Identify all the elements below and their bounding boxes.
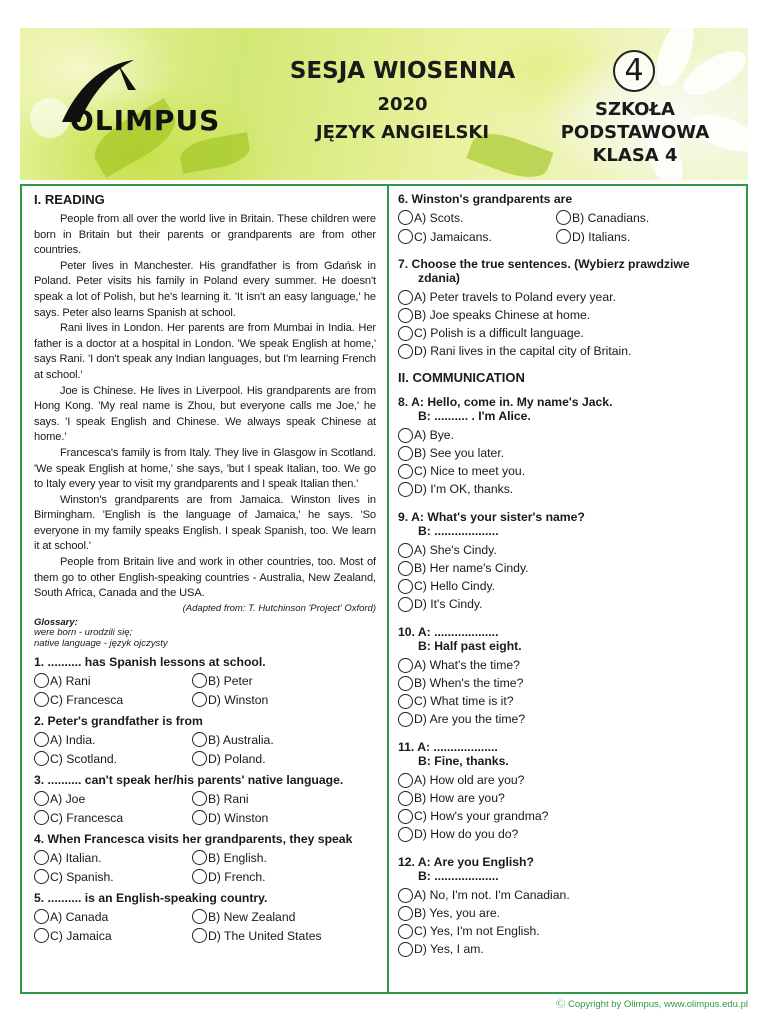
option-label: B) Joe speaks Chinese at home. [414, 308, 591, 322]
question-text: 1. .......... has Spanish lessons at school. [34, 655, 266, 670]
option-label: B) Australia. [208, 732, 274, 747]
school-line: PODSTAWOWA [560, 122, 710, 143]
answer-option[interactable] [398, 771, 738, 789]
answer-option[interactable] [34, 691, 192, 708]
answer-option[interactable] [398, 288, 738, 306]
option-label: C) Nice to meet you. [414, 464, 526, 478]
answer-option[interactable] [398, 228, 556, 245]
answer-option[interactable] [398, 789, 738, 807]
radio-circle-icon[interactable] [192, 791, 207, 806]
question-text: 10. A: ................... [398, 625, 499, 639]
answer-option[interactable] [398, 342, 738, 360]
option-label: D) French. [208, 869, 266, 884]
answer-option[interactable] [192, 927, 362, 944]
question-text: 3. .......... can't speak her/his parents' native language. [34, 773, 344, 788]
radio-circle-icon[interactable] [192, 751, 207, 766]
question-text-continued: B: .......... . I'm Alice. [418, 409, 531, 423]
option-label: A) What's the time? [414, 658, 520, 672]
option-label: D) Winston [208, 692, 269, 707]
option-label: A) Bye. [414, 428, 454, 442]
answer-option[interactable] [192, 750, 362, 767]
radio-circle-icon[interactable] [398, 694, 413, 709]
answer-option[interactable] [398, 209, 556, 226]
answer-option[interactable] [398, 324, 738, 342]
radio-circle-icon[interactable] [192, 928, 207, 943]
answer-option[interactable] [398, 595, 738, 613]
answer-option[interactable] [34, 927, 192, 944]
option-label: B) See you later. [414, 446, 505, 460]
answer-option[interactable] [398, 886, 738, 904]
answer-option[interactable] [34, 750, 192, 767]
option-label: B) Peter [208, 673, 253, 688]
question-9 [398, 510, 738, 613]
option-label: D) How do you do? [414, 827, 519, 841]
option-label: A) Scots. [414, 210, 464, 225]
answer-option[interactable] [398, 710, 738, 728]
question-text: 5. .......... is an English-speaking country. [34, 891, 268, 906]
answer-option[interactable] [192, 691, 362, 708]
radio-circle-icon[interactable] [34, 810, 49, 825]
question-text-continued: B: Fine, thanks. [418, 754, 509, 768]
answer-option[interactable] [398, 922, 738, 940]
answer-option[interactable] [192, 868, 362, 885]
option-label: D) Winston [208, 810, 269, 825]
answer-option[interactable] [34, 908, 192, 925]
option-label: D) Italians. [572, 229, 631, 244]
radio-circle-icon[interactable] [192, 673, 207, 688]
radio-circle-icon[interactable] [34, 909, 49, 924]
question-text: 4. When Francesca visits her grandparents, they speak [34, 832, 353, 847]
radio-circle-icon[interactable] [398, 428, 413, 443]
answer-option[interactable] [398, 940, 738, 958]
school-level [530, 98, 740, 167]
reading-paragraph: Rani lives in London. Her parents are from Mumbai in India. Her father is a doctor at a hospital in London. 'We speak English at home,' says Rani. 'I don't speak any Indian languages, but I'm learning French at school.' [34, 322, 376, 381]
option-label: C) Yes, I'm not English. [414, 924, 540, 938]
answer-option[interactable] [34, 672, 192, 689]
radio-circle-icon[interactable] [556, 229, 571, 244]
question-5 [34, 891, 376, 944]
test-frame [20, 184, 748, 994]
answer-option[interactable] [34, 790, 192, 807]
answer-option[interactable] [398, 426, 738, 444]
reading-paragraph: Francesca's family is from Italy. They live in Glasgow in Scotland. 'We speak English at home,' she says, 'but I speak Italian, too. We go to Italy every year to visit my grandparents and I speak Italian then.' [34, 446, 376, 491]
reading-paragraph: People from Britain live and work in other countries, too. Most of them go to other English-speaking countries - Australia, New Zealand, South Africa, Canada and the USA. [34, 556, 376, 600]
answer-option[interactable] [398, 904, 738, 922]
option-label: A) How old are you? [414, 773, 525, 787]
question-text: 7. Choose the true sentences. (Wybierz prawdziwe [398, 257, 690, 271]
question-1 [34, 655, 376, 708]
answer-option[interactable] [34, 868, 192, 885]
school-line: SZKOŁA [595, 99, 675, 120]
answer-option[interactable] [398, 656, 738, 674]
radio-circle-icon[interactable] [192, 869, 207, 884]
option-label: C) Francesca [50, 810, 124, 825]
radio-circle-icon[interactable] [398, 464, 413, 479]
option-label: C) What time is it? [414, 694, 514, 708]
answer-option[interactable] [398, 825, 738, 843]
option-label: B) Canadians. [572, 210, 650, 225]
question-11 [398, 740, 738, 843]
glossary-item: native language - język ojczysty [34, 637, 168, 649]
option-label: C) Spanish. [50, 869, 114, 884]
option-label: C) Jamaica [50, 928, 112, 943]
question-text: 11. A: ................... [398, 740, 498, 754]
radio-circle-icon[interactable] [398, 326, 413, 341]
radio-circle-icon[interactable] [34, 791, 49, 806]
option-label: C) Polish is a difficult language. [414, 326, 584, 340]
column-divider [387, 186, 389, 992]
reading-paragraph: People from all over the world live in Britain. These children were born in Britain but their parents or grandparents are from other countries. [34, 213, 376, 257]
radio-circle-icon[interactable] [556, 210, 571, 225]
option-label: B) New Zealand [208, 909, 296, 924]
question-2 [34, 714, 376, 767]
question-text-continued: zdania) [418, 271, 460, 285]
answer-option[interactable] [398, 577, 738, 595]
question-text: 6. Winston's grandparents are [398, 192, 573, 206]
option-label: A) Canada [50, 909, 109, 924]
answer-option[interactable] [398, 674, 738, 692]
answer-option[interactable] [192, 672, 362, 689]
answer-option[interactable] [398, 480, 738, 498]
option-label: A) She's Cindy. [414, 543, 497, 557]
radio-circle-icon[interactable] [398, 888, 413, 903]
option-label: A) No, I'm not. I'm Canadian. [414, 888, 570, 902]
answer-option[interactable] [556, 209, 726, 226]
radio-circle-icon[interactable] [398, 924, 413, 939]
radio-circle-icon[interactable] [192, 692, 207, 707]
option-label: A) Peter travels to Poland every year. [414, 290, 616, 304]
option-label: D) Yes, I am. [414, 942, 484, 956]
option-label: D) It's Cindy. [414, 597, 483, 611]
question-text: 2. Peter's grandfather is from [34, 714, 203, 729]
option-label: A) Joe [50, 791, 86, 806]
answer-option[interactable] [192, 908, 362, 925]
radio-circle-icon[interactable] [398, 561, 413, 576]
answer-option[interactable] [34, 849, 192, 866]
answer-option[interactable] [398, 462, 738, 480]
class-line: KLASA 4 [592, 145, 678, 166]
answer-option[interactable] [398, 541, 738, 559]
reading-paragraph: Peter lives in Manchester. His grandfather is from Gdańsk in Poland. Peter visits his family in Poland every summer. He doesn't speak a lot of Polish, but he's learning it. 'It isn't an easy language,' he says. Peter also learns Spanish at school. [34, 259, 376, 319]
option-label: B) Her name's Cindy. [414, 561, 529, 575]
answer-option[interactable] [192, 849, 362, 866]
answer-option[interactable] [398, 306, 738, 324]
radio-circle-icon[interactable] [398, 597, 413, 612]
glossary-item: were born - urodzili się; [34, 627, 133, 639]
radio-circle-icon[interactable] [192, 732, 207, 747]
option-label: B) Rani [208, 791, 249, 806]
radio-circle-icon[interactable] [34, 732, 49, 747]
question-text: 9. A: What's your sister's name? [398, 510, 585, 524]
radio-circle-icon[interactable] [398, 809, 413, 824]
answer-option[interactable] [192, 809, 362, 826]
question-12 [398, 855, 738, 958]
radio-circle-icon[interactable] [398, 942, 413, 957]
option-label: C) Hello Cindy. [414, 579, 496, 593]
question-6 [398, 192, 738, 245]
question-text-continued: B: Half past eight. [418, 639, 522, 653]
reading-text [34, 212, 376, 602]
glossary-title: Glossary: [34, 616, 78, 628]
radio-circle-icon[interactable] [192, 850, 207, 865]
option-label: D) I'm OK, thanks. [414, 482, 514, 496]
radio-circle-icon[interactable] [398, 344, 413, 359]
radio-circle-icon[interactable] [34, 692, 49, 707]
radio-circle-icon[interactable] [398, 543, 413, 558]
option-label: B) When's the time? [414, 676, 524, 690]
option-label: D) Are you the time? [414, 712, 526, 726]
radio-circle-icon[interactable] [398, 210, 413, 225]
answer-option[interactable] [34, 731, 192, 748]
option-label: C) Jamaicans. [414, 229, 492, 244]
radio-circle-icon[interactable] [398, 791, 413, 806]
olimpus-logo [36, 56, 256, 146]
radio-circle-icon[interactable] [398, 579, 413, 594]
logo-text: OLIMPUS [70, 104, 221, 137]
radio-circle-icon[interactable] [192, 810, 207, 825]
question-text: 8. A: Hello, come in. My name's Jack. [398, 395, 613, 409]
reading-paragraph: Joe is Chinese. He lives in Liverpool. His grandparents are from Hong Kong. 'My real name is Zhou, but everyone calls me Joe,' he says. 'I speak English and Chinese. We always speak Chinese at home.' [34, 384, 376, 444]
option-label: D) The United States [208, 928, 322, 943]
answer-option[interactable] [398, 807, 738, 825]
question-7 [398, 257, 738, 360]
option-label: D) Rani lives in the capital city of Britain. [414, 344, 632, 358]
answer-option[interactable] [398, 692, 738, 710]
left-column [34, 192, 376, 944]
radio-circle-icon[interactable] [398, 229, 413, 244]
question-4 [34, 832, 376, 885]
radio-circle-icon[interactable] [34, 673, 49, 688]
question-3 [34, 773, 376, 826]
option-label: B) How are you? [414, 791, 505, 805]
right-column [398, 190, 738, 958]
radio-circle-icon[interactable] [398, 773, 413, 788]
question-text-continued: B: ................... [418, 524, 499, 538]
answer-option[interactable] [556, 228, 726, 245]
option-label: B) English. [208, 850, 267, 865]
session-title: SESJA WIOSENNA [289, 58, 516, 84]
header-banner [20, 28, 748, 180]
radio-circle-icon[interactable] [398, 827, 413, 842]
radio-circle-icon[interactable] [34, 751, 49, 766]
radio-circle-icon[interactable] [398, 446, 413, 461]
radio-circle-icon[interactable] [192, 909, 207, 924]
copyright-footer: Ⓒ Copyright by Olimpus, www.olimpus.edu.pl [555, 999, 748, 1010]
radio-circle-icon[interactable] [398, 482, 413, 497]
option-label: D) Poland. [208, 751, 266, 766]
subject-title: JĘZYK ANGIELSKI [315, 122, 490, 143]
radio-circle-icon[interactable] [398, 308, 413, 323]
radio-circle-icon[interactable] [398, 658, 413, 673]
glossary [34, 618, 376, 650]
radio-circle-icon[interactable] [398, 676, 413, 691]
answer-option[interactable] [192, 790, 362, 807]
communication-section-title: II. COMMUNICATION [398, 370, 525, 385]
option-label: C) Scotland. [50, 751, 118, 766]
radio-circle-icon[interactable] [34, 869, 49, 884]
answer-option[interactable] [34, 809, 192, 826]
question-text: 12. A: Are you English? [398, 855, 534, 869]
reading-source: (Adapted from: T. Hutchinson 'Project' Oxford) [182, 602, 376, 614]
answer-option[interactable] [192, 731, 362, 748]
radio-circle-icon[interactable] [398, 290, 413, 305]
answer-option[interactable] [398, 559, 738, 577]
radio-circle-icon[interactable] [34, 928, 49, 943]
question-8 [398, 395, 738, 498]
session-year: 2020 [377, 94, 428, 115]
radio-circle-icon[interactable] [398, 906, 413, 921]
option-label: B) Yes, you are. [414, 906, 501, 920]
question-10 [398, 625, 738, 728]
question-text-continued: B: ................... [418, 869, 499, 883]
radio-circle-icon[interactable] [34, 850, 49, 865]
grade-number-badge: 4 [613, 50, 655, 92]
option-label: C) Francesca [50, 692, 124, 707]
reading-paragraph: Winston's grandparents are from Jamaica. Winston lives in Birmingham. 'English is the language of Jamaica,' he says. 'So everyone in my family speaks English. I speak Spanish, too. We learn it at school.' [34, 493, 376, 553]
reading-section-title: I. READING [34, 192, 105, 207]
radio-circle-icon[interactable] [398, 712, 413, 727]
option-label: A) India. [50, 732, 96, 747]
option-label: A) Italian. [50, 850, 102, 865]
option-label: C) How's your grandma? [414, 809, 549, 823]
option-label: A) Rani [50, 673, 91, 688]
answer-option[interactable] [398, 444, 738, 462]
